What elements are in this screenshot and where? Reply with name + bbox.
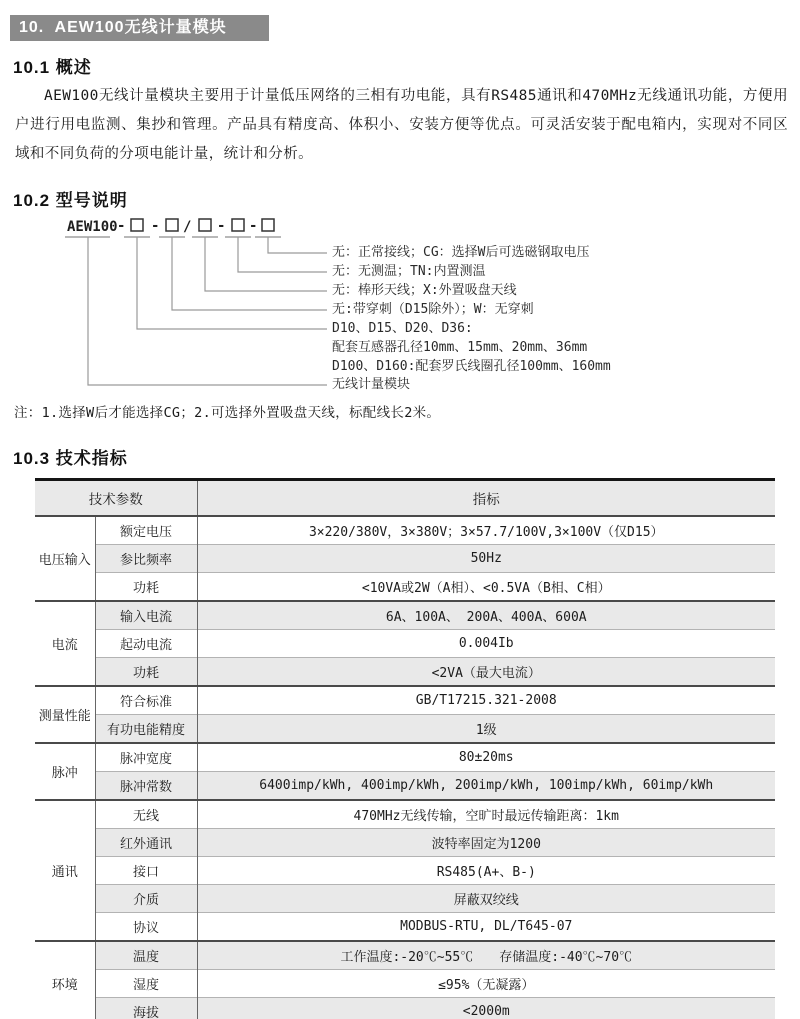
spec-value-cell: 0.004Ib xyxy=(197,630,775,658)
specs-heading: 10.3 技术指标 xyxy=(13,449,128,468)
spec-param-cell: 符合标准 xyxy=(95,686,197,715)
spec-param-cell: 湿度 xyxy=(95,970,197,998)
model-digit-box xyxy=(232,219,244,231)
spec-value-cell: 6A、100A、 200A、400A、600A xyxy=(197,601,775,630)
spec-row xyxy=(35,913,775,942)
spec-row xyxy=(35,573,775,602)
model-note: 注：1.选择W后才能选择CG；2.可选择外置吸盘天线，标配线长2米。 xyxy=(14,405,441,421)
spec-group-cell: 测量性能 xyxy=(35,686,95,743)
dash-separator: - xyxy=(117,218,126,234)
spec-row xyxy=(35,630,775,658)
dash-separator: - xyxy=(151,218,160,234)
model-heading: 10.2 型号说明 xyxy=(13,191,128,210)
spec-row xyxy=(35,686,775,715)
model-prefix-text: AEW100 xyxy=(67,219,118,235)
specs-col-header-param: 技术参数 xyxy=(35,481,197,516)
spec-value-cell: 6400imp/kWh, 400imp/kWh, 200imp/kWh, 100imp/kWh, 60imp/kWh xyxy=(197,772,775,801)
spec-value-cell: <2VA（最大电流） xyxy=(197,658,775,687)
spec-group-cell: 电压输入 xyxy=(35,516,95,601)
spec-row xyxy=(35,743,775,772)
spec-row xyxy=(35,941,775,970)
spec-value-cell: <2000m xyxy=(197,998,775,1019)
spec-param-cell: 温度 xyxy=(95,941,197,970)
spec-value-cell: MODBUS-RTU, DL/T645-07 xyxy=(197,913,775,942)
model-digit-box xyxy=(131,219,143,231)
connector-line xyxy=(172,237,327,310)
spec-param-cell: 协议 xyxy=(95,913,197,942)
connector-line-group xyxy=(88,237,327,385)
spec-row xyxy=(35,658,775,687)
model-number-diagram xyxy=(0,215,800,405)
overview-paragraph: AEW100无线计量模块主要用于计量低压网络的三相有功电能，具有RS485通讯和470MHz无线通讯功能，方便用户进行用电监测、集抄和管理。产品具有精度高、体积小、安装方便等优点。可灵活安装于配电箱内，实现对不同区域和不同负荷的分项电能计量，统计和分析。 xyxy=(15,88,788,162)
spec-row xyxy=(35,970,775,998)
model-label-antenna: 无：棒形天线；X:外置吸盘天线 xyxy=(332,283,517,298)
connector-line xyxy=(205,237,327,291)
spec-param-cell: 参比频率 xyxy=(95,545,197,573)
spec-group-cell: 脉冲 xyxy=(35,743,95,800)
spec-row xyxy=(35,885,775,913)
spec-row xyxy=(35,545,775,573)
chapter-title-bar: 10. AEW100无线计量模块 xyxy=(10,15,269,41)
model-digit-box xyxy=(166,219,178,231)
spec-param-cell: 额定电压 xyxy=(95,516,197,545)
connector-line xyxy=(268,237,327,253)
model-label-ct-diam: 配套互感器孔径10mm、15mm、20mm、36mm xyxy=(332,340,588,355)
spec-param-cell: 功耗 xyxy=(95,658,197,687)
spec-group-cell: 环境 xyxy=(35,941,95,1019)
dash-separator: - xyxy=(249,218,258,234)
specs-col-header-value: 指标 xyxy=(197,481,775,516)
spec-value-cell: <10VA或2W（A相）、<0.5VA（B相、C相） xyxy=(197,573,775,602)
specs-table xyxy=(35,481,775,1019)
spec-value-cell: 工作温度:-20℃~55℃ 存储温度:-40℃~70℃ xyxy=(197,941,775,970)
spec-value-cell: 波特率固定为1200 xyxy=(197,829,775,857)
spec-group-cell: 通讯 xyxy=(35,800,95,941)
spec-param-cell: 有功电能精度 xyxy=(95,715,197,744)
spec-value-cell: 80±20ms xyxy=(197,743,775,772)
overview-heading: 10.1 概述 xyxy=(13,58,92,77)
spec-param-cell: 起动电流 xyxy=(95,630,197,658)
spec-group-cell: 电流 xyxy=(35,601,95,686)
model-label-temp-sense: 无：无测温；TN:内置测温 xyxy=(332,264,486,279)
spec-value-cell: 470MHz无线传输，空旷时最远传输距离：1km xyxy=(197,800,775,829)
spec-param-cell: 输入电流 xyxy=(95,601,197,630)
spec-row xyxy=(35,601,775,630)
spec-param-cell: 功耗 xyxy=(95,573,197,602)
spec-value-cell: RS485(A+、B-) xyxy=(197,857,775,885)
specs-table-wrap xyxy=(35,478,775,1019)
spec-row xyxy=(35,715,775,744)
spec-param-cell: 脉冲常数 xyxy=(95,772,197,801)
spec-value-cell: 1级 xyxy=(197,715,775,744)
spec-param-cell: 脉冲宽度 xyxy=(95,743,197,772)
specs-header-row xyxy=(35,481,775,516)
spec-param-cell: 红外通讯 xyxy=(95,829,197,857)
model-digit-box xyxy=(199,219,211,231)
spec-row xyxy=(35,772,775,801)
spec-row xyxy=(35,829,775,857)
slash-separator: / xyxy=(183,219,192,235)
dash-separator: - xyxy=(217,218,226,234)
model-label-ct-sizes: D10、D15、D20、D36: xyxy=(332,321,473,336)
spec-param-cell: 无线 xyxy=(95,800,197,829)
spec-value-cell: GB/T17215.321-2008 xyxy=(197,686,775,715)
connector-line xyxy=(238,237,327,272)
spec-param-cell: 海拔 xyxy=(95,998,197,1019)
model-label-wiring: 无：正常接线；CG：选择W后可选磁钢取电压 xyxy=(332,245,590,260)
connector-line xyxy=(88,237,327,385)
spec-row xyxy=(35,857,775,885)
model-label-rogowski: D100、D160:配套罗氏线圈孔径100mm、160mm xyxy=(332,359,611,374)
model-digit-box xyxy=(262,219,274,231)
spec-value-cell: 50Hz xyxy=(197,545,775,573)
spec-param-cell: 接口 xyxy=(95,857,197,885)
spec-row xyxy=(35,516,775,545)
spec-value-cell: 3×220/380V，3×380V；3×57.7/100V,3×100V（仅D15） xyxy=(197,516,775,545)
spec-param-cell: 介质 xyxy=(95,885,197,913)
spec-row xyxy=(35,998,775,1019)
spec-row xyxy=(35,800,775,829)
spec-value-cell: 屏蔽双绞线 xyxy=(197,885,775,913)
model-label-base-module: 无线计量模块 xyxy=(332,377,411,392)
model-label-piercing: 无:带穿刺（D15除外）；W：无穿刺 xyxy=(332,302,534,317)
connector-line xyxy=(137,237,327,329)
spec-value-cell: ≤95%（无凝露） xyxy=(197,970,775,998)
